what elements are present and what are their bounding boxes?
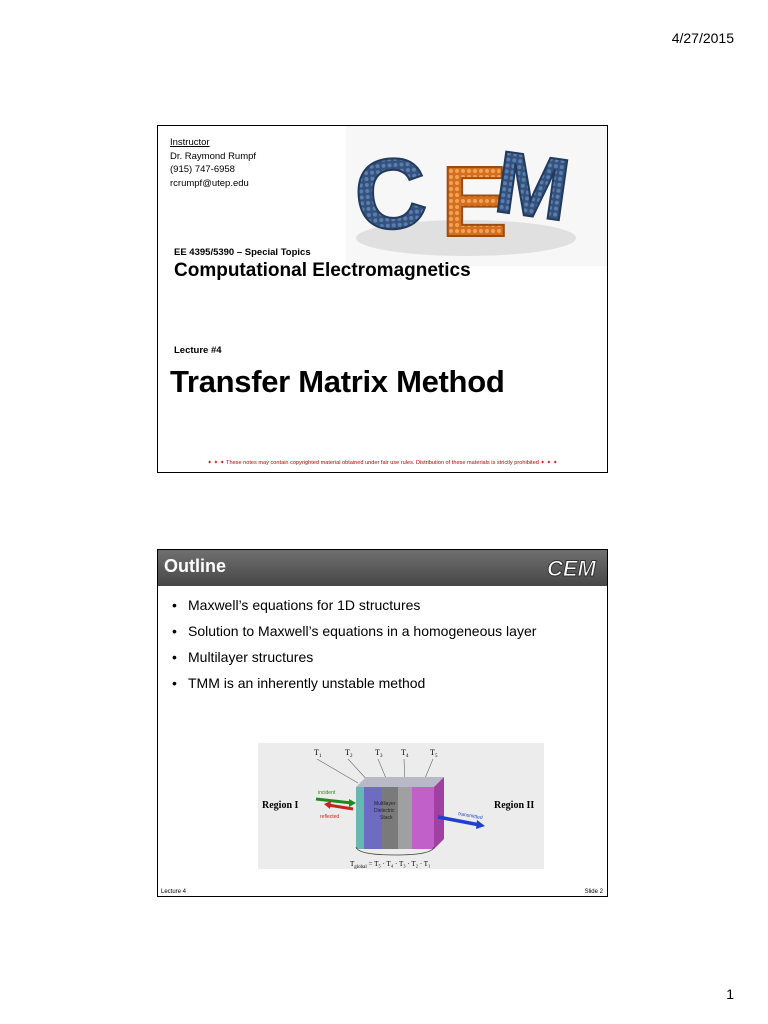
cem-logo xyxy=(346,126,608,266)
region-1-label: Region I xyxy=(262,800,299,811)
global-equation: $T_{global} = T_5 \cdot T_4 \cdot T_3 \cdot T_2 \cdot T_1$ xyxy=(350,860,431,869)
instructor-phone: (915) 747-6958 xyxy=(170,164,235,175)
outline-item: • Solution to Maxwell’s equations in a homogeneous layer xyxy=(172,623,537,639)
instructor-email: rcrumpf@utep.edu xyxy=(170,177,249,189)
region-2-label: Region II xyxy=(494,800,535,811)
t-label-5-sub: 5 xyxy=(435,754,438,759)
layer-1 xyxy=(356,787,364,849)
slide-footer-number: Slide 2 xyxy=(584,889,603,895)
outline-item: • Multilayer structures xyxy=(172,649,314,665)
layer-4 xyxy=(398,787,412,849)
t-label-2-sub: 2 xyxy=(350,754,353,759)
t-label-1-sub: 1 xyxy=(319,754,322,759)
outline-item-text: TMM is an inherently unstable method xyxy=(188,675,426,691)
mini-logo-text: CEM xyxy=(547,556,596,580)
slide-header-bar xyxy=(158,550,607,586)
logo-letter-c: C xyxy=(350,136,431,253)
logo-letter-m: M xyxy=(489,131,576,240)
t-label-4: T xyxy=(401,748,406,757)
multilayer-figure xyxy=(258,743,544,869)
outline-item-text: Solution to Maxwell’s equations in a homogeneous layer xyxy=(188,623,537,639)
slide-outline xyxy=(157,549,608,897)
t-label-3: T xyxy=(375,748,380,757)
lecture-title: Transfer Matrix Method xyxy=(170,364,505,399)
t-label-5: T xyxy=(430,748,435,757)
stack-label-1: Multilayer xyxy=(374,801,396,807)
outline-item: • Maxwell’s equations for 1D structures xyxy=(172,597,421,613)
incident-label: incident xyxy=(318,790,336,796)
incident-arrow xyxy=(316,799,352,803)
page-number: 1 xyxy=(726,986,734,1002)
slide-title xyxy=(157,125,608,473)
logo-letter-e: E xyxy=(441,146,508,258)
copyright-notice: ✦ ✦ ✦ These notes may contain copyrighted material obtained under fair use rules. Distribution of these materials is strictly prohibited ✦ ✦ ✦ xyxy=(207,460,558,466)
course-code: EE 4395/5390 – Special Topics xyxy=(174,247,311,258)
t-label-2: T xyxy=(345,748,350,757)
reflected-label: reflected xyxy=(320,814,340,820)
t-label-4-sub: 4 xyxy=(406,754,409,759)
t-label-1: T xyxy=(314,748,319,757)
stack-label-3: Stack xyxy=(380,815,393,821)
outline-item-text: Multilayer structures xyxy=(188,649,314,665)
stack-label-2: Dielectric xyxy=(374,808,395,814)
course-title: Computational Electromagnetics xyxy=(174,260,471,281)
page-date: 4/27/2015 xyxy=(671,30,734,46)
cem-mini-logo xyxy=(545,554,603,580)
slide-footer-lecture: Lecture 4 xyxy=(161,889,187,895)
instructor-label: Instructor xyxy=(170,137,210,148)
layer-5 xyxy=(412,787,434,849)
multilayer-diagram xyxy=(258,743,544,869)
instructor-name: Dr. Raymond Rumpf xyxy=(170,150,257,162)
lecture-number: Lecture #4 xyxy=(174,345,222,356)
outline-list xyxy=(168,596,588,700)
t-label-3-sub: 3 xyxy=(380,754,383,759)
slide-title: Outline xyxy=(164,556,226,576)
instructor-info xyxy=(170,136,256,190)
outline-item-text: Maxwell’s equations for 1D structures xyxy=(188,597,421,613)
outline-item: • TMM is an inherently unstable method xyxy=(172,675,426,691)
transmitted-label: transmitted xyxy=(457,811,484,822)
